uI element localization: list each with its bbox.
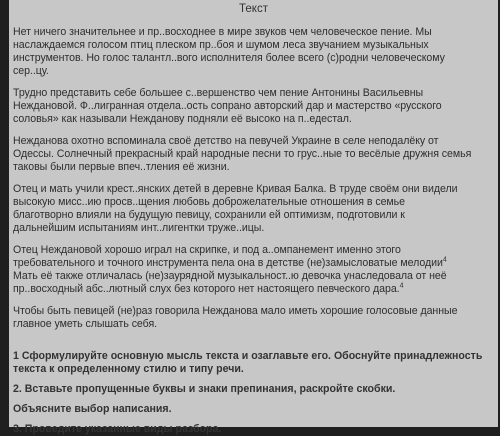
task-2: [13, 383, 495, 396]
task-3: [13, 423, 495, 436]
text-line: Нет ничего значительнее и пр..восходнее в мире звуков чем человеческое пение. Мы: [13, 26, 432, 38]
task-1: [13, 350, 495, 376]
text-line: Одессы. Солнечный прекрасный край народные песни то грус..ные то весёлые дружня семья: [13, 148, 472, 160]
text-line: соловья» как называли Нежданову подняли её высоко на п..едестал.: [13, 113, 352, 125]
footnote-mark: 4: [399, 282, 404, 290]
text-line: таковы были первые впеч..тления её жизни.: [13, 161, 230, 173]
paragraph-6: [13, 305, 495, 331]
task-line: Объясните выбор написания.: [13, 403, 172, 415]
text-line-with-footnote: [13, 283, 495, 296]
text-line: высокую мисс..ию просв..щения любовь доброжелательные отношения в семье: [13, 196, 405, 208]
paragraph-5: [13, 244, 495, 296]
text-line: Отец Неждановой хорошо играл на скрипке, и под а..омпанемент именно этого: [13, 244, 401, 256]
paragraph-4: [13, 183, 495, 235]
text-line: наслаждаемся голосом птиц плеском пр..боя и шумом леса звучанием музыкальных: [13, 39, 429, 51]
text-line: инструментов. Но голос талантл..вого исполнителя более всего (с)родни человеческому: [13, 52, 445, 64]
paragraph-1: [13, 26, 495, 78]
text-line: Чтобы быть певицей (не)раз говорила Нежданова мало иметь хорошие голосовые данные: [13, 305, 458, 317]
task-line: 3. Проведите указанные виды разбора.: [13, 423, 222, 435]
text-line: пр..восходный абс..лютный слух без которого нет настоящего певческого дара.: [13, 283, 400, 295]
assignment-tasks: [13, 350, 495, 436]
text-line: дальнейшим испытаниям инт..лигентки труже..ицы.: [13, 222, 265, 234]
text-line: Трудно представить себе большее с..вершенство чем пение Антонины Васильевны: [13, 87, 424, 99]
text-line: Нежданова охотно вспоминала своё детство на певучей Украине в селе неподалёку от: [13, 135, 439, 147]
text-line: Мать её также отличалась (не)заурядной музыкальност..ю девочка унаследовала от неё: [13, 270, 447, 282]
paragraph-3: [13, 135, 495, 174]
task-2-explanation: [13, 403, 495, 416]
text-body: [9, 26, 498, 436]
task-line: 1 Сформулируйте основную мысль текста и озаглавьте его. Обоснуйте принадлежность: [13, 350, 483, 362]
text-line: Неждановой. Ф..лигранная отдела..ость сопрано авторский дар и мастерство «русского: [13, 100, 442, 112]
text-line-with-footnote: [13, 257, 495, 270]
task-line: 2. Вставьте пропущенные буквы и знаки препинания, раскройте скобки.: [13, 383, 396, 395]
task-line: текста к определенному стилю и типу речи.: [13, 363, 244, 375]
document-page: [9, 0, 498, 435]
text-line: Отец и мать учили крест..янских детей в деревне Кривая Балка. В труде своём они видели: [13, 183, 458, 195]
text-line: требовательного и точного инструмента пела она в детстве (не)замысловатые мелодии: [13, 257, 443, 269]
paragraph-2: [13, 87, 495, 126]
text-line: благотворно влияли на будущую певицу, сохранили ей оптимизм, подготовили к: [13, 209, 405, 221]
text-line: сер..цу.: [13, 65, 49, 77]
footnote-mark: 4: [442, 256, 447, 264]
document-title: Текст: [239, 3, 268, 15]
text-line: главное уметь слышать себя.: [13, 318, 158, 330]
